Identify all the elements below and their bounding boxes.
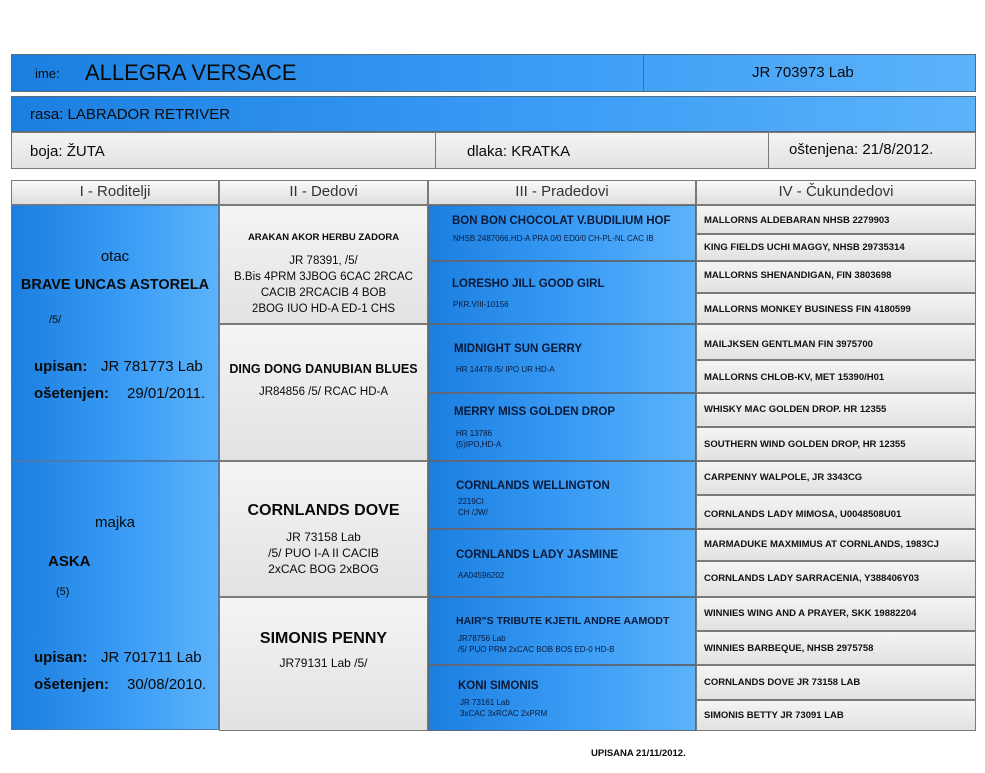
ggg-name-13: WINNIES WING AND A PRAYER, SKK 19882204 bbox=[704, 608, 917, 619]
ggg-name-1: MALLORNS ALDEBARAN NHSB 2279903 bbox=[704, 215, 890, 226]
name-divider bbox=[643, 55, 644, 91]
great-grandparent-cell-8 bbox=[428, 665, 696, 731]
grandparent-name-2: DING DONG DANUBIAN BLUES bbox=[229, 362, 418, 376]
ggg-cell-6 bbox=[696, 360, 976, 393]
great-grandparent-cell-4 bbox=[428, 393, 696, 461]
grandparent-detail-3a: JR 73158 Lab bbox=[286, 530, 361, 544]
dam-role: majka bbox=[94, 514, 135, 531]
great-grandparent-detail-5b: CH /JW/ bbox=[458, 508, 488, 517]
ggg-cell-15 bbox=[696, 665, 976, 700]
great-grandparent-cell-2 bbox=[428, 261, 696, 324]
breed: rasa: LABRADOR RETRIVER bbox=[30, 106, 231, 123]
ggg-name-3: MALLORNS SHENANDIGAN, FIN 3803698 bbox=[704, 270, 892, 281]
great-grandparent-cell-1 bbox=[428, 205, 696, 261]
ggg-cell-12 bbox=[696, 561, 976, 597]
great-grandparent-cell-6 bbox=[428, 529, 696, 597]
ggg-name-5: MAILJKSEN GENTLMAN FIN 3975700 bbox=[704, 339, 873, 350]
column-header-parents: I - Roditelji bbox=[11, 180, 219, 205]
grandparent-detail-1b: B.Bis 4PRM 3JBOG 6CAC 2RCAC bbox=[234, 271, 413, 283]
dam-cell bbox=[11, 461, 219, 730]
name-bar bbox=[11, 54, 976, 92]
sire-born-label: ošetenjen: bbox=[34, 385, 110, 402]
great-grandparent-detail-4a: HR 13786 bbox=[456, 429, 493, 438]
coat-color: boja: ŽUTA bbox=[30, 143, 105, 160]
sire-role: otac bbox=[100, 248, 130, 265]
ggg-name-11: MARMADUKE MAXMIMUS AT CORNLANDS, 1983CJ bbox=[704, 539, 939, 550]
grandparent-detail-3b: /5/ PUO I-A II CACIB bbox=[268, 546, 379, 560]
ggg-cell-14 bbox=[696, 631, 976, 665]
great-grandparent-detail-4b: (5)IPO,HD-A bbox=[456, 440, 502, 449]
ggg-name-8: SOUTHERN WIND GOLDEN DROP, HR 12355 bbox=[704, 439, 906, 450]
coat-type: dlaka: KRATKA bbox=[467, 143, 571, 160]
breed-bar bbox=[11, 96, 976, 132]
great-grandparent-name-2: LORESHO JILL GOOD GIRL bbox=[452, 278, 605, 290]
sire-note: /5/ bbox=[49, 314, 62, 326]
great-grandparent-name-8: KONI SIMONIS bbox=[458, 680, 539, 692]
sire-reg-label: upisan: bbox=[34, 358, 88, 375]
ggg-name-7: WHISKY MAC GOLDEN DROP. HR 12355 bbox=[704, 404, 887, 415]
birth-date: oštenjena: 21/8/2012. bbox=[789, 141, 934, 158]
column-header-great-great-grandparents: IV - Čukundedovi bbox=[696, 180, 976, 205]
great-grandparent-cell-7 bbox=[428, 597, 696, 665]
info-divider-2 bbox=[768, 133, 769, 168]
dam-note: (5) bbox=[56, 586, 70, 598]
column-header-great-grandparents: III - Pradedovi bbox=[428, 180, 696, 205]
ggg-name-6: MALLORNS CHLOB-KV, MET 15390/H01 bbox=[704, 372, 885, 383]
ggg-cell-7 bbox=[696, 393, 976, 427]
ggg-name-12: CORNLANDS LADY SARRACENIA, Y388406Y03 bbox=[704, 573, 920, 584]
great-grandparent-detail-5a: 2219CI bbox=[458, 497, 484, 506]
grandparent-name-1: ARAKAN AKOR HERBU ZADORA bbox=[247, 232, 400, 243]
info-divider-1 bbox=[435, 133, 436, 168]
ggg-name-2: KING FIELDS UCHI MAGGY, NHSB 29735314 bbox=[704, 242, 905, 253]
great-grandparent-cell-5 bbox=[428, 461, 696, 529]
great-grandparent-detail-7b: /5/ PUO PRM 2xCAC BOB BOS ED-0 HD-B bbox=[458, 645, 615, 654]
sire-cell bbox=[11, 205, 219, 461]
dam-reg-label: upisan: bbox=[34, 649, 88, 666]
great-grandparent-name-3: MIDNIGHT SUN GERRY bbox=[454, 343, 582, 355]
ggg-cell-2 bbox=[696, 234, 976, 261]
ggg-cell-1 bbox=[696, 205, 976, 234]
grandparent-cell-3 bbox=[219, 461, 428, 597]
dog-name: ALLEGRA VERSACE bbox=[85, 60, 297, 85]
great-grandparent-cell-3 bbox=[428, 324, 696, 393]
ggg-cell-16 bbox=[696, 700, 976, 731]
great-grandparent-name-5: CORNLANDS WELLINGTON bbox=[456, 480, 610, 492]
grandparent-cell-4 bbox=[219, 597, 428, 731]
sire-name: BRAVE UNCAS ASTORELA bbox=[20, 277, 210, 293]
dam-reg: JR 701711 Lab bbox=[101, 649, 202, 666]
great-grandparent-detail-2a: PKR.VIII-10156 bbox=[453, 300, 509, 309]
grandparent-name-4: SIMONIS PENNY bbox=[259, 630, 388, 647]
ggg-cell-4 bbox=[696, 293, 976, 324]
grandparent-detail-3c: 2xCAC BOG 2xBOG bbox=[268, 562, 379, 576]
ggg-name-10: CORNLANDS LADY MIMOSA, U0048508U01 bbox=[704, 509, 902, 520]
grandparent-name-3: CORNLANDS DOVE bbox=[247, 502, 400, 519]
great-grandparent-detail-8b: 3xCAC 3xRCAC 2xPRM bbox=[460, 709, 548, 718]
ggg-cell-9 bbox=[696, 461, 976, 495]
great-grandparent-detail-1a: NHSB 2487066,HD-A PRA 0/0 ED0/0 CH-PL-NL CAC IB bbox=[453, 234, 654, 243]
grandparent-detail-1a: JR 78391, /5/ bbox=[289, 255, 358, 267]
ggg-name-9: CARPENNY WALPOLE, JR 3343CG bbox=[704, 472, 863, 483]
great-grandparent-name-7: HAIR"S TRIBUTE KJETIL ANDRE AAMODT bbox=[456, 615, 670, 627]
ggg-cell-3 bbox=[696, 261, 976, 293]
great-grandparent-detail-8a: JR 73161 Lab bbox=[460, 698, 510, 707]
dam-born: 30/08/2010. bbox=[127, 676, 207, 693]
ggg-cell-10 bbox=[696, 495, 976, 529]
dam-name: ASKA bbox=[48, 553, 91, 570]
ggg-cell-5 bbox=[696, 324, 976, 360]
ggg-name-16: SIMONIS BETTY JR 73091 LAB bbox=[704, 710, 844, 721]
grandparent-cell-2 bbox=[219, 324, 428, 461]
sire-born: 29/01/2011. bbox=[127, 385, 206, 402]
great-grandparent-detail-6a: AA04596202 bbox=[458, 571, 505, 580]
grandparent-detail-1c: CACIB 2RCACIB 4 BOB bbox=[260, 287, 387, 299]
grandparent-detail-4a: JR79131 Lab /5/ bbox=[279, 656, 368, 670]
grandparent-cell-1 bbox=[219, 205, 428, 324]
ggg-cell-11 bbox=[696, 529, 976, 561]
sire-reg: JR 781773 Lab bbox=[101, 358, 203, 375]
great-grandparent-detail-7a: JR78756 Lab bbox=[458, 634, 506, 643]
ggg-name-14: WINNIES BARBEQUE, NHSB 2975758 bbox=[704, 643, 874, 654]
great-grandparent-name-6: CORNLANDS LADY JASMINE bbox=[456, 549, 619, 561]
ggg-name-4: MALLORNS MONKEY BUSINESS FIN 4180599 bbox=[704, 304, 911, 315]
grandparent-detail-1d: 2BOG IUO HD-A ED-1 CHS bbox=[251, 303, 396, 315]
ggg-cell-8 bbox=[696, 427, 976, 461]
registration-footer: UPISANA 21/11/2012. bbox=[591, 748, 686, 759]
column-header-grandparents: II - Dedovi bbox=[219, 180, 428, 205]
great-grandparent-detail-3a: HR 14478 /5/ IPO UR HD-A bbox=[456, 365, 555, 374]
ggg-cell-13 bbox=[696, 597, 976, 631]
grandparent-detail-2a: JR84856 /5/ RCAC HD-A bbox=[258, 386, 389, 398]
dog-registration: JR 703973 Lab bbox=[752, 64, 854, 81]
name-label: ime: bbox=[35, 66, 60, 81]
dam-born-label: ošetenjen: bbox=[34, 676, 110, 693]
great-grandparent-name-1: BON BON CHOCOLAT V.BUDILIUM HOF bbox=[452, 215, 671, 227]
info-bar bbox=[11, 132, 976, 169]
great-grandparent-name-4: MERRY MISS GOLDEN DROP bbox=[454, 406, 616, 418]
ggg-name-15: CORNLANDS DOVE JR 73158 LAB bbox=[704, 677, 861, 688]
